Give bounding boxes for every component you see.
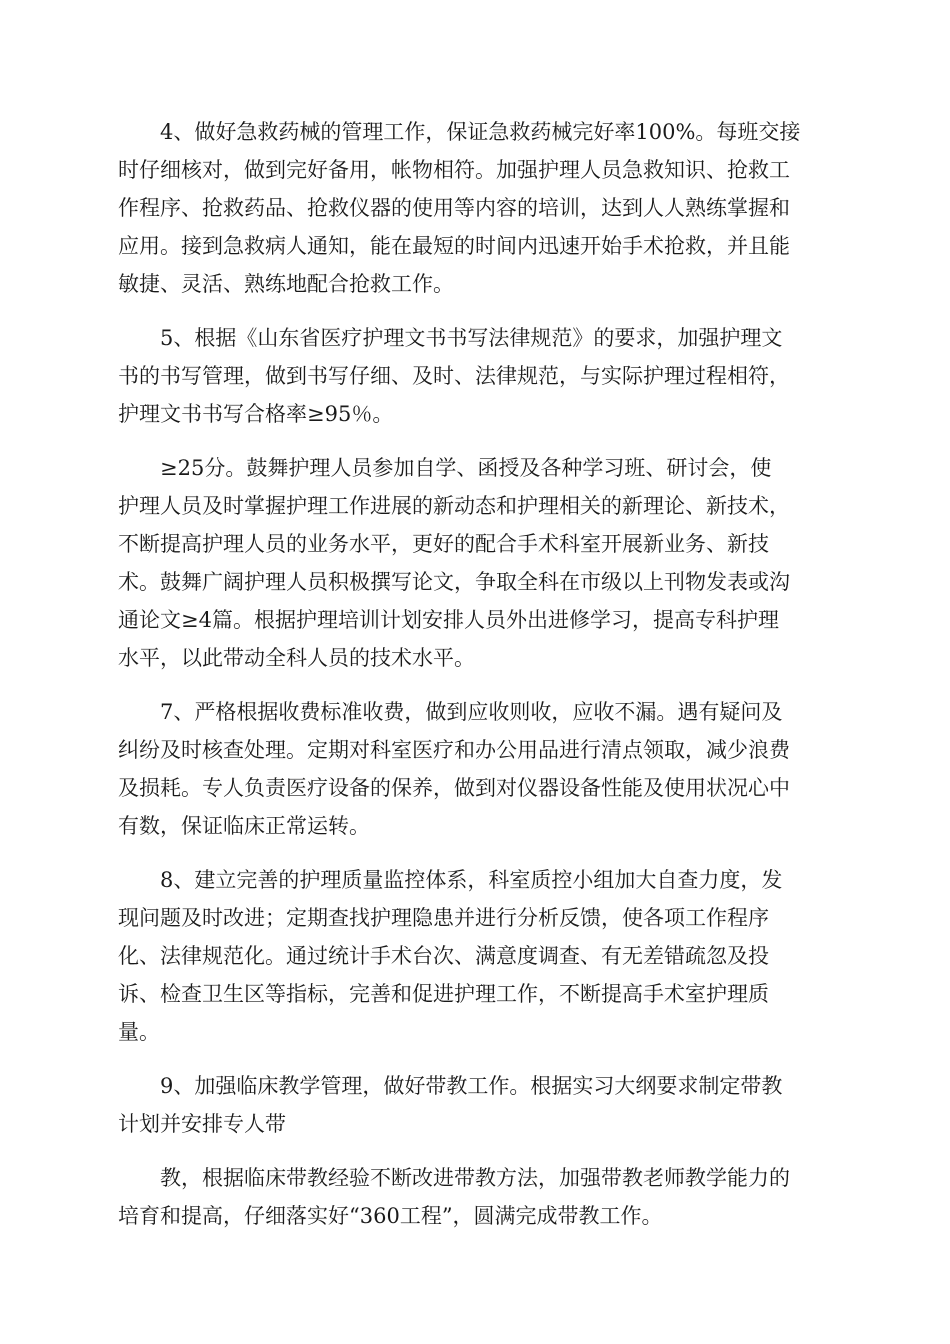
paragraph-teaching: 教，根据临床带教经验不断改进带教方法，加强带教老师教学能力的 培育和提高，仔细落实好“360工程”，圆满完成带教工作。 xyxy=(118,1166,790,1228)
paragraph-item-8: 8、建立完善的护理质量监控体系，科室质控小组加大自查力度，发 现问题及时改进；定期查找护理隐患并进行分析反馈，使各项工作程序 化、法律规范化。通过统计手术台次、满意度调查、有无差错疏忽及投 诉、检查卫生区等指标，完善和促进护理工作，不断提高手术室护理质 量。 xyxy=(118,868,783,1044)
paragraph-item-4: 4、做好急救药械的管理工作，保证急救药械完好率100%。每班交接 时仔细核对，做到完好备用，帐物相符。加强护理人员急救知识、抢救工 作程序、抢救药品、抢救仪器的使用等内容的培训，达到人人熟练掌握和 应用。接到急救病人通知，能在最短的时间内迅速开始手术抢救，并且能 敏捷、灵活、熟练地配合抢救工作。 xyxy=(118,120,801,296)
paragraph-item-7: 7、严格根据收费标准收费，做到应收则收，应收不漏。遇有疑问及 纠纷及时核查处理。定期对科室医疗和办公用品进行清点领取，减少浪费 及损耗。专人负责医疗设备的保养，做到对仪器设备性能及使用状况心中 有数，保证临床正常运转。 xyxy=(118,700,790,838)
paragraph-item-5: 5、根据《山东省医疗护理文书书写法律规范》的要求，加强护理文 书的书写管理，做到书写仔细、及时、法律规范，与实际护理过程相符， 护理文书书写合格率≥95％。 xyxy=(118,326,790,426)
paragraph-item-9: 9、加强临床教学管理，做好带教工作。根据实习大纲要求制定带教 计划并安排专人带 xyxy=(118,1074,783,1136)
document-body xyxy=(118,113,838,1251)
paragraph-training: ≥25分。鼓舞护理人员参加自学、函授及各种学习班、研讨会，使 护理人员及时掌握护理工作进展的新动态和护理相关的新理论、新技术， 不断提高护理人员的业务水平，更好的配合手术科室开展新业务、新技 术。鼓舞广阔护理人员积极撰写论文，争取全科在市级以上刊物发表或沟 通论文≥4篇。根据护理培训计划安排人员外出进修学习，提高专科护理 水平，以此带动全科人员的技术水平。 xyxy=(118,456,790,670)
